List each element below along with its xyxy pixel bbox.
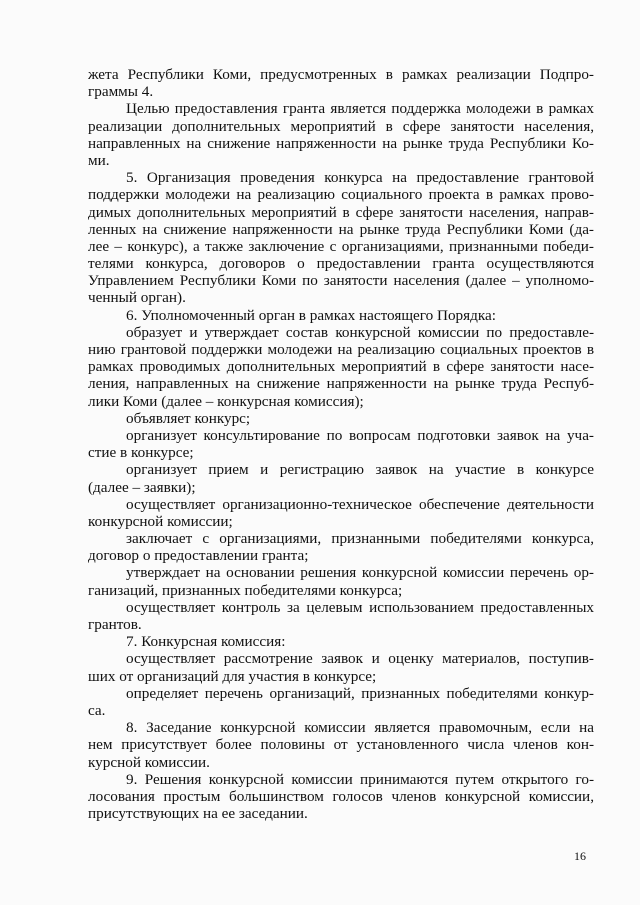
text-line: ших от организаций для участия в конкурсе; bbox=[88, 667, 377, 685]
text-line: объявляет конкурс; bbox=[126, 409, 251, 427]
text-line: нию грантовой поддержки молодежи на реализацию социальных проектов в bbox=[88, 341, 594, 358]
text-line: димых дополнительных мероприятий в сфере занятости населения, направ- bbox=[88, 203, 594, 221]
body-text bbox=[88, 66, 594, 822]
text-line: ленных на снижение напряженности на рынке труда Республики Коми (да- bbox=[88, 220, 594, 238]
text-line: жета Республики Коми, предусмотренных в рамках реализации Подпро- bbox=[88, 66, 594, 83]
text-line: образует и утверждает состав конкурсной комиссии по предоставле- bbox=[126, 323, 594, 341]
text-line: рамках проводимых дополнительных мероприятий в сфере занятости насе- bbox=[88, 358, 594, 376]
text-line: курсной комиссии. bbox=[88, 753, 210, 771]
text-line: са. bbox=[88, 701, 106, 719]
text-line: 6. Уполномоченный орган в рамках настоящего Порядка: bbox=[126, 306, 496, 324]
text-line: 9. Решения конкурсной комиссии принимаются путем открытого го- bbox=[126, 770, 594, 788]
text-line: утверждает на основании решения конкурсной комиссии перечень ор- bbox=[126, 564, 594, 582]
text-line: ченный орган). bbox=[88, 289, 186, 307]
text-line: осуществляет организационно-техническое обеспечение деятельности bbox=[126, 495, 594, 513]
text-line: 8. Заседание конкурсной комиссии является правомочным, если на bbox=[126, 719, 594, 737]
text-line: Управлением Республики Коми по занятости населения (далее – уполномо- bbox=[88, 272, 594, 290]
text-line: лики Коми (далее – конкурсная комиссия); bbox=[88, 392, 364, 410]
text-line: (далее – заявки); bbox=[88, 478, 196, 496]
text-line: направленных на снижение напряженности на рынке труда Республики Ко- bbox=[88, 134, 594, 152]
text-line: нем присутствует более половины от установленного числа членов кон- bbox=[88, 736, 594, 754]
text-line: стие в конкурсе; bbox=[88, 444, 194, 462]
text-line: лосования простым большинством голосов членов конкурсной комиссии, bbox=[88, 787, 594, 805]
text-line: ганизаций, признанных победителями конкурса; bbox=[88, 581, 403, 599]
text-line: лее – конкурс), а также заключение с организациями, признанными победи- bbox=[88, 237, 594, 255]
text-line: поддержки молодежи на реализацию социального проекта в рамках прово- bbox=[88, 186, 594, 204]
text-line: ления, направленных на снижение напряженности на рынке труда Респуб- bbox=[88, 375, 594, 393]
text-line: грантов. bbox=[88, 616, 142, 633]
text-line: конкурсной комиссии; bbox=[88, 512, 233, 530]
text-line: определяет перечень организаций, признанных победителями конкур- bbox=[126, 684, 594, 702]
text-line: осуществляет контроль за целевым использованием предоставленных bbox=[126, 598, 594, 616]
text-line: организует консультирование по вопросам подготовки заявок на уча- bbox=[126, 426, 594, 444]
text-line: присутствующих на ее заседании. bbox=[88, 805, 308, 823]
text-line: ми. bbox=[88, 151, 110, 169]
text-line: организует прием и регистрацию заявок на участие в конкурсе bbox=[126, 461, 594, 479]
text-line: осуществляет рассмотрение заявок и оценку материалов, поступив- bbox=[126, 650, 594, 668]
text-line: Целью предоставления гранта является поддержка молодежи в рамках bbox=[126, 100, 594, 118]
text-line: договор о предоставлении гранта; bbox=[88, 547, 309, 565]
text-line: телями конкурса, договоров о предоставлении гранта осуществляются bbox=[88, 255, 594, 273]
text-line: граммы 4. bbox=[88, 83, 154, 101]
text-line: реализации дополнительных мероприятий в сфере занятости населения, bbox=[88, 117, 594, 135]
page-number: 16 bbox=[574, 849, 586, 863]
text-line: 5. Организация проведения конкурса на предоставление грантовой bbox=[126, 169, 594, 187]
text-line: 7. Конкурсная комиссия: bbox=[126, 633, 286, 651]
text-line: заключает с организациями, признанными победителями конкурса, bbox=[126, 530, 594, 548]
